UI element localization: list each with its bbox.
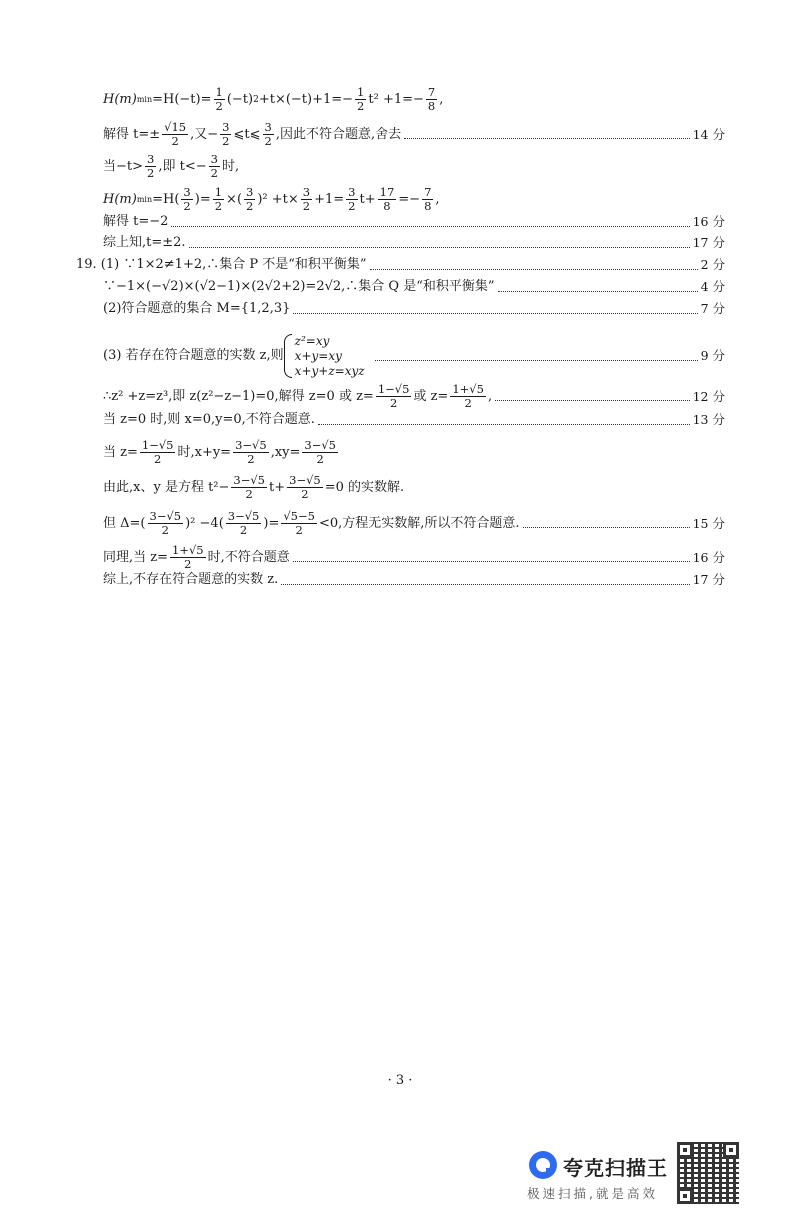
fraction: $\frac{1}{2}$: [357, 85, 365, 113]
brand-slogan: 极速扫描,就是高效: [527, 1186, 658, 1201]
math-text: 当−t>: [103, 158, 144, 174]
score-label: 16 分: [692, 549, 725, 565]
fraction: $\frac{3-√5}{2}$: [233, 473, 266, 501]
dot-leader: [281, 584, 689, 585]
solution-line-6: [103, 235, 725, 251]
qr-code-icon: [677, 1142, 739, 1204]
math-text: (−t): [226, 91, 254, 107]
solution-line-1: H(m) min =H(−t)= $\frac{1}{2}$ (−t) 2 +t×(−t)+1=− $\frac{1}{2}$ t² +1=− $\frac{7}{8}$ ,: [103, 85, 444, 113]
math-text: t+: [359, 191, 376, 207]
fraction: $\frac{7}{8}$: [424, 185, 432, 213]
fraction: $\frac{1}{2}$: [214, 185, 223, 213]
solution-line-17: [103, 572, 725, 588]
dot-leader: [498, 291, 698, 292]
math-text: ,因此不符合题意,舍去: [275, 126, 402, 142]
score-label: 9 分: [700, 348, 725, 363]
math-text: 时,x+y=: [177, 444, 232, 460]
solution-line-13: [103, 439, 725, 466]
dot-leader: [189, 247, 690, 248]
math-text: =H(−t)=: [152, 91, 212, 107]
math-text: 解得 t=−2: [103, 214, 169, 229]
fraction: $\frac{1+√5}{2}$: [452, 382, 484, 410]
math-text: 综上,不存在符合题意的实数 z.: [103, 572, 279, 587]
equation-system: [284, 334, 365, 379]
fraction: $\frac{3-√5}{2}$: [149, 509, 182, 537]
math-text: ,: [487, 388, 493, 404]
math-text: )=: [194, 191, 211, 207]
math-text: (3) 若存在符合题意的实数 z,则: [103, 348, 284, 363]
math-text: H(m): [103, 91, 137, 107]
score-label: 16 分: [692, 214, 725, 229]
math-text: )² −4(: [185, 515, 224, 531]
fraction: $\frac{3}{2}$: [302, 185, 311, 213]
score-label: 13 分: [692, 412, 725, 427]
score-label: 17 分: [692, 235, 725, 250]
question-19-part-1: [76, 257, 725, 273]
fraction: $\frac{3}{2}$: [246, 185, 254, 213]
math-text: =−: [398, 191, 421, 207]
left-brace: [284, 334, 292, 378]
math-text: +1=: [314, 191, 345, 207]
math-text: ,即 t<−: [158, 158, 207, 174]
dot-leader: [293, 561, 690, 562]
math-text: 当 z=: [103, 444, 138, 460]
fraction: $\frac{1}{2}$: [215, 85, 223, 113]
math-text: 但 Δ=(: [103, 515, 146, 531]
quark-logo-icon: [529, 1151, 557, 1179]
math-text: 时,: [221, 158, 240, 174]
score-label: 15 分: [692, 515, 725, 531]
brand-name: 夸克扫描王: [563, 1156, 668, 1180]
fraction: $\frac{1+√5}{2}$: [172, 543, 204, 571]
math-text: 综上知,t=±2.: [103, 235, 186, 250]
math-text: 或 z=: [413, 388, 449, 404]
fraction: $\frac{√15}{2}$: [164, 120, 187, 148]
math-text: H(m): [103, 191, 137, 207]
math-text: t+: [269, 479, 286, 495]
solution-line-12: [103, 412, 725, 428]
math-text: ∵−1×(−√2)×(√2−1)×(2√2+2)=2√2,∴集合 Q 是“和积平衡集”: [103, 279, 495, 294]
solution-line-11: [103, 383, 725, 410]
math-text: )=: [263, 515, 280, 531]
math-text: 时,不符合题意: [207, 549, 290, 565]
math-text: 19. (1) ∵1×2≠1+2,∴集合 P 不是“和积平衡集”: [76, 257, 367, 272]
solution-line-8: [103, 279, 725, 295]
solution-line-3: [103, 153, 725, 180]
math-text: +t×(−t)+1=−: [258, 91, 354, 107]
fraction: $\frac{3-√5}{2}$: [235, 438, 267, 466]
fraction: $\frac{3}{2}$: [348, 185, 356, 213]
system-row: x+y+z=xyz: [294, 363, 365, 378]
fraction: $\frac{17}{8}$: [379, 185, 395, 213]
dot-leader: [375, 360, 698, 361]
fraction: $\frac{3-√5}{2}$: [289, 473, 321, 501]
fraction: $\frac{3}{2}$: [264, 120, 272, 148]
math-text: ,又−: [190, 126, 219, 142]
solution-line-15: [103, 510, 725, 537]
math-text: =H(: [152, 191, 180, 207]
math-text: ,xy=: [270, 444, 301, 460]
math-text: ,: [435, 191, 440, 207]
math-text: 当 z=0 时,则 x=0,y=0,不符合题意.: [103, 412, 315, 427]
math-text: ×(: [226, 191, 243, 207]
fraction: $\frac{1-√5}{2}$: [377, 382, 410, 410]
solution-line-14: [103, 474, 725, 501]
math-text: 解得 t=±: [103, 126, 161, 142]
dot-leader: [370, 269, 698, 270]
fraction: $\frac{3}{2}$: [183, 185, 191, 213]
math-text: ∴z² +z=z³,即 z(z²−z−1)=0,解得 z=0 或 z=: [103, 388, 374, 404]
dot-leader: [318, 424, 690, 425]
fraction: $\frac{3}{2}$: [222, 120, 230, 148]
math-text: 由此,x、y 是方程 t²−: [103, 479, 230, 495]
math-text: (2)符合题意的集合 M={1,2,3}: [103, 301, 291, 316]
system-row: x+y=xy: [294, 348, 342, 363]
dot-leader: [404, 138, 690, 139]
fraction: $\frac{3}{2}$: [147, 152, 155, 180]
fraction: $\frac{3-√5}{2}$: [304, 438, 336, 466]
dot-leader: [495, 400, 690, 401]
fraction: $\frac{3-√5}{2}$: [227, 509, 260, 537]
fraction: $\frac{7}{8}$: [427, 85, 436, 113]
solution-line-16: [103, 544, 725, 571]
solution-line-4: H(m) min =H( $\frac{3}{2}$ )= $\frac{1}{2}$ ×( $\frac{3}{2}$ )² +t× $\frac{3}{2}$ +1= $\frac{3}{2}$ t+ $\frac{17}{8}$ =− $\frac{7}{8}$ ,: [103, 185, 440, 213]
score-label: 12 分: [692, 388, 725, 404]
fraction: $\frac{1-√5}{2}$: [141, 438, 174, 466]
scanner-watermark: [525, 1142, 675, 1202]
score-label: 2 分: [700, 257, 725, 272]
score-label: 7 分: [700, 301, 725, 316]
fraction: $\frac{3}{2}$: [210, 152, 218, 180]
score-label: 4 分: [700, 279, 725, 294]
fraction: $\frac{√5-5}{2}$: [283, 509, 315, 537]
math-text: )² +t×: [257, 191, 299, 207]
page-number: · 3 ·: [387, 1073, 413, 1088]
math-text: t² +1=−: [368, 91, 424, 107]
solution-line-2: [103, 121, 725, 148]
question-19-part-2: [103, 301, 725, 317]
score-label: 17 分: [692, 572, 725, 587]
solution-line-5: [103, 214, 725, 230]
math-text: <0,方程无实数解,所以不符合题意.: [318, 515, 520, 531]
dot-leader: [293, 313, 697, 314]
math-text: ⩽t⩽: [233, 126, 261, 142]
math-text: 同理,当 z=: [103, 549, 169, 565]
math-text: =0 的实数解.: [324, 479, 405, 495]
math-text: ,: [439, 91, 444, 107]
dot-leader: [171, 226, 689, 227]
system-row: z²=xy: [294, 333, 330, 348]
score-label: 14 分: [692, 126, 725, 142]
question-19-part-3: [103, 333, 725, 379]
dot-leader: [523, 527, 690, 528]
